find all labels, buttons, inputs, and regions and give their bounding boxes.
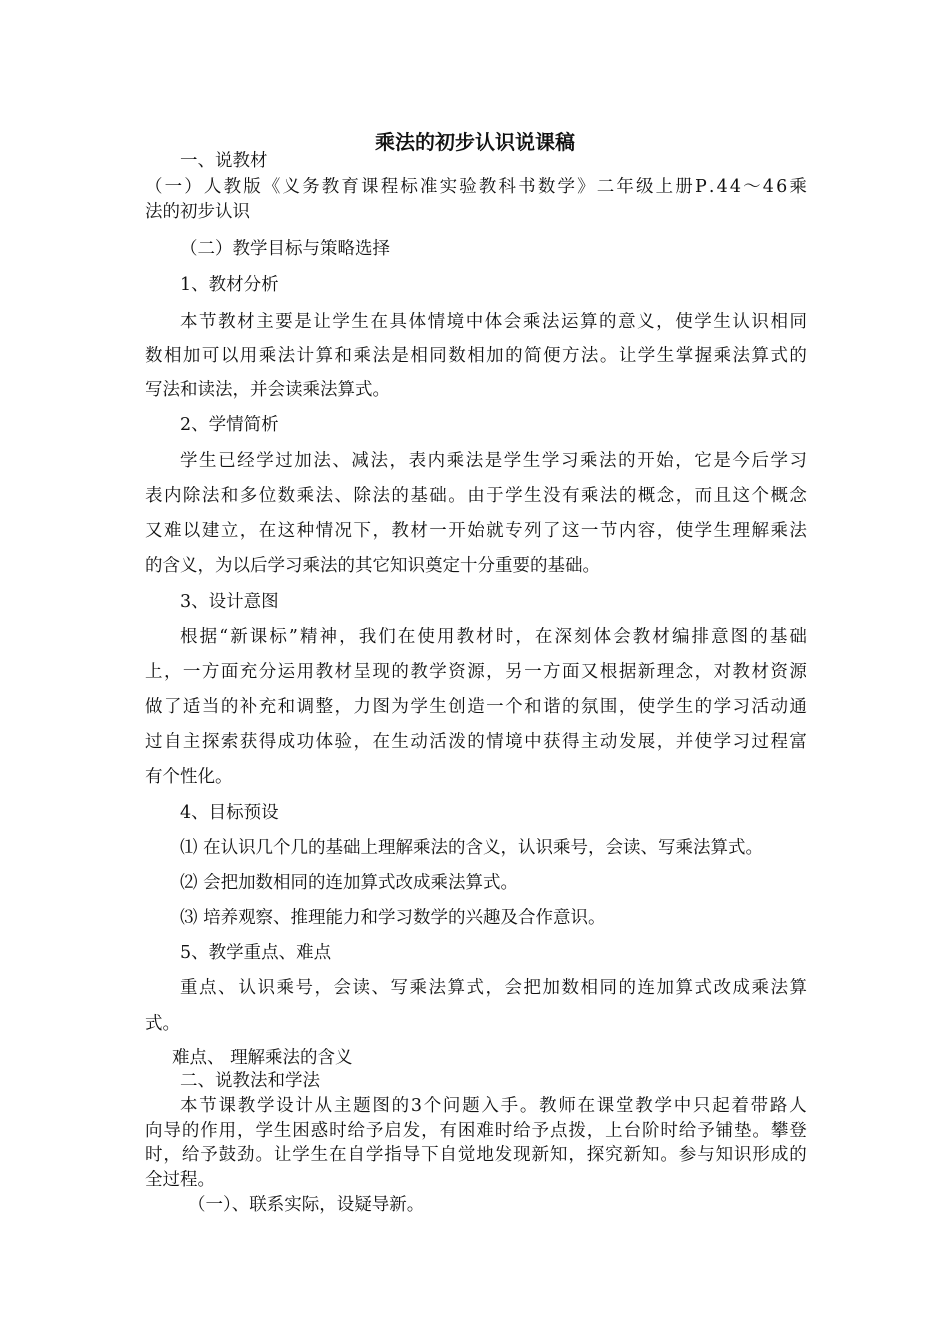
text-line: 本 节 教 材 主 要 是 让 学 生 在 具 体 情 境 中 体 会 乘 法 运 算 的 意 义 ， 使 学 生 认 识 相 同 xyxy=(180,312,807,332)
text-line: 向 导 的 作 用 ， 学 生 困 惑 时 给 予 启 发 ， 有 困 难 时 给 予 点 拨 ， 上 台 阶 时 给 予 铺 垫 。 攀 登 xyxy=(145,1121,807,1141)
item-heading: 5、教学重点、难点 xyxy=(180,943,332,963)
text-line: 重 点 、 认 识 乘 号 ， 会 读 、 写 乘 法 算 式 ， 会 把 加 数 相 同 的 连 加 算 式 改 成 乘 法 算 xyxy=(180,978,807,998)
text-line: 的含义，为以后学习乘法的其它知识奠定十分重要的基础。 xyxy=(145,556,600,576)
text-line: 难点、 理解乘法的含义 xyxy=(172,1048,353,1068)
text-line: 根 据 “ 新 课 标 ” 精 神 ， 我 们 在 使 用 教 材 时 ， 在 深 刻 体 会 教 材 编 排 意 图 的 基 础 xyxy=(180,627,807,647)
text-line: 式。 xyxy=(145,1014,180,1034)
text-line: （ 一 ） 人 教 版 《 义 务 教 育 课 程 标 准 实 验 教 科 书 数 学 》 二 年 级 上 册 P . 4 4 ～ 4 6 乘 xyxy=(145,177,807,197)
text-line: 数 相 加 可 以 用 乘 法 计 算 和 乘 法 是 相 同 数 相 加 的 简 便 方 法 。 让 学 生 掌 握 乘 法 算 式 的 xyxy=(145,346,807,366)
text-line: 写法和读法，并会读乘法算式。 xyxy=(145,380,390,400)
text-line: 做 了 适 当 的 补 充 和 调 整 ， 力 图 为 学 生 创 造 一 个 和 谐 的 氛 围 ， 使 学 生 的 学 习 活 动 通 xyxy=(145,697,807,717)
text-line: 过 自 主 探 索 获 得 成 功 体 验 ， 在 生 动 活 泼 的 情 境 中 获 得 主 动 发 展 ， 并 使 学 习 过 程 富 xyxy=(145,732,807,752)
text-line: 表 内 除 法 和 多 位 数 乘 法 、 除 法 的 基 础 。 由 于 学 生 没 有 乘 法 的 概 念 ， 而 且 这 个 概 念 xyxy=(145,486,807,506)
list-item: ⑵ 会把加数相同的连加算式改成乘法算式。 xyxy=(180,873,519,893)
text-line: 有个性化。 xyxy=(145,767,233,787)
text-line: 本 节 课 教 学 设 计 从 主 题 图 的 3 个 问 题 入 手 。 教 师 在 课 堂 教 学 中 只 起 着 带 路 人 xyxy=(180,1096,807,1116)
section-heading: 一、说教材 xyxy=(180,151,268,171)
item-heading: 3、设计意图 xyxy=(180,592,279,612)
subsection-heading: （一）、联系实际，设疑导新。 xyxy=(188,1195,425,1215)
list-item: ⑶ 培养观察、推理能力和学习数学的兴趣及合作意识。 xyxy=(180,908,606,928)
section-heading: 二、说教法和学法 xyxy=(180,1071,320,1091)
text-line: 法的初步认识 xyxy=(145,202,250,222)
text-line: 上 ， 一 方 面 充 分 运 用 教 材 呈 现 的 教 学 资 源 ， 另 一 方 面 又 根 据 新 理 念 ， 对 教 材 资 源 xyxy=(145,662,807,682)
item-heading: 1、教材分析 xyxy=(180,275,279,295)
text-line: 全过程。 xyxy=(145,1170,215,1190)
document-title: 乘法的初步认识说课稿 xyxy=(375,130,575,154)
list-item: ⑴ 在认识几个几的基础上理解乘法的含义，认识乘号，会读、写乘法算式。 xyxy=(180,838,764,858)
subsection-heading: （二）教学目标与策略选择 xyxy=(180,239,390,259)
item-heading: 2、学情简析 xyxy=(180,415,279,435)
text-line: 时 ， 给 予 鼓 劲 。 让 学 生 在 自 学 指 导 下 自 觉 地 发 现 新 知 ， 探 究 新 知 。 参 与 知 识 形 成 的 xyxy=(145,1145,807,1165)
text-line: 又 难 以 建 立 ， 在 这 种 情 况 下 ， 教 材 一 开 始 就 专 列 了 这 一 节 内 容 ， 使 学 生 理 解 乘 法 xyxy=(145,521,807,541)
item-heading: 4、目标预设 xyxy=(180,803,279,823)
text-line: 学 生 已 经 学 过 加 法 、 减 法 ， 表 内 乘 法 是 学 生 学 习 乘 法 的 开 始 ， 它 是 今 后 学 习 xyxy=(180,451,807,471)
